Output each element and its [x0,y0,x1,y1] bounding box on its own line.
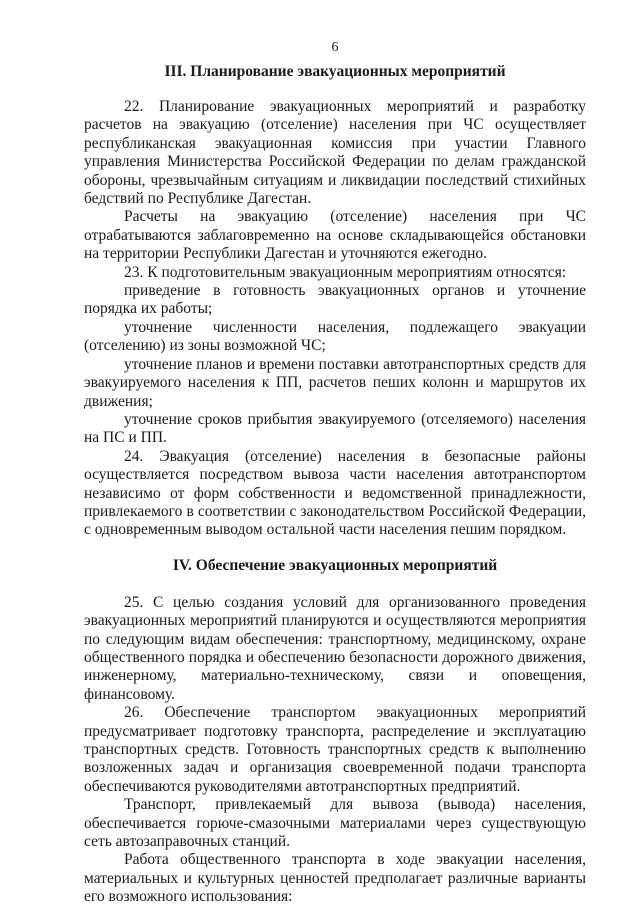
paragraph-fuel: Транспорт, привлекаемый для вывоза (вывода) населения, обеспечивается горюче-смазочными материалами через существующую сеть автозаправочных станций. [84,796,586,851]
list-item-arrival-times: уточнение сроков прибытия эвакуируемого (отселяемого) населения на ПС и ПП. [84,410,586,447]
paragraph-26: 26. Обеспечение транспортом эвакуационных мероприятий предусматривает подготовку транспорта, распределение и эксплуатацию транспортных средств. Готовность транспортных средств к выполнению возложенных задач и организация своевременной подачи транспорта обеспечиваются руководителями автотранспортных предприятий. [84,704,586,795]
list-item-population-count: уточнение численности населения, подлежащего эвакуации (отселению) из зоны возможной ЧС; [84,318,586,355]
section-3-heading: III. Планирование эвакуационных мероприятий [164,63,506,80]
section-4-heading: IV. Обеспечение эвакуационных мероприятий [172,556,498,574]
paragraph-calculations: Расчеты на эвакуацию (отселение) населения при ЧС отрабатываются заблаговременно на основе складывающейся обстановки на территории Республики Дагестан и уточняются ежегодно. [84,208,586,263]
paragraph-public-transport: Работа общественного транспорта в ходе эвакуации населения, материальных и культурных ценностей предполагает различные варианты его возможного использования: [84,851,586,906]
paragraph-24: 24. Эвакуация (отселение) населения в безопасные районы осуществляется посредством вывоза части населения автотранспортом независимо от форм собственности и ведомственной принадлежности, привлекаемого в соответствии с законодательством Российской Федерации, с одновременным выводом остальной части населения пешим порядком. [84,447,586,539]
paragraph-25: 25. С целью создания условий для организованного проведения эвакуационных мероприятий планируются и осуществляются мероприятия по следующим видам обеспечения: транспортному, медицинскому, охране общественного порядка и обеспечению безопасности дорожного движения, инженерному, материально-техническому, связи и оповещения, финансовому. [84,593,586,703]
list-item-transport-plans: уточнение планов и времени поставки автотранспортных средств для эвакуируемого населения к ПП, расчетов пеших колонн и маршрутов их движения; [84,355,586,410]
list-item-readiness: приведение в готовность эвакуационных органов и уточнение порядка их работы; [84,282,586,318]
paragraph-22: 22. Планирование эвакуационных мероприятий и разработку расчетов на эвакуацию (отселение) населения при ЧС осуществляет республиканская эвакуационная комиссия при участии Главного управления Министерства Российской Федерации по делам гражданской обороны, чрезвычайным ситуациям и ликвидации последствий стихийных бедствий по Республике Дагестан. [84,98,586,208]
paragraph-23: 23. К подготовительным эвакуационным мероприятиям относятся: [124,263,567,281]
page-number: 6 [331,40,339,55]
